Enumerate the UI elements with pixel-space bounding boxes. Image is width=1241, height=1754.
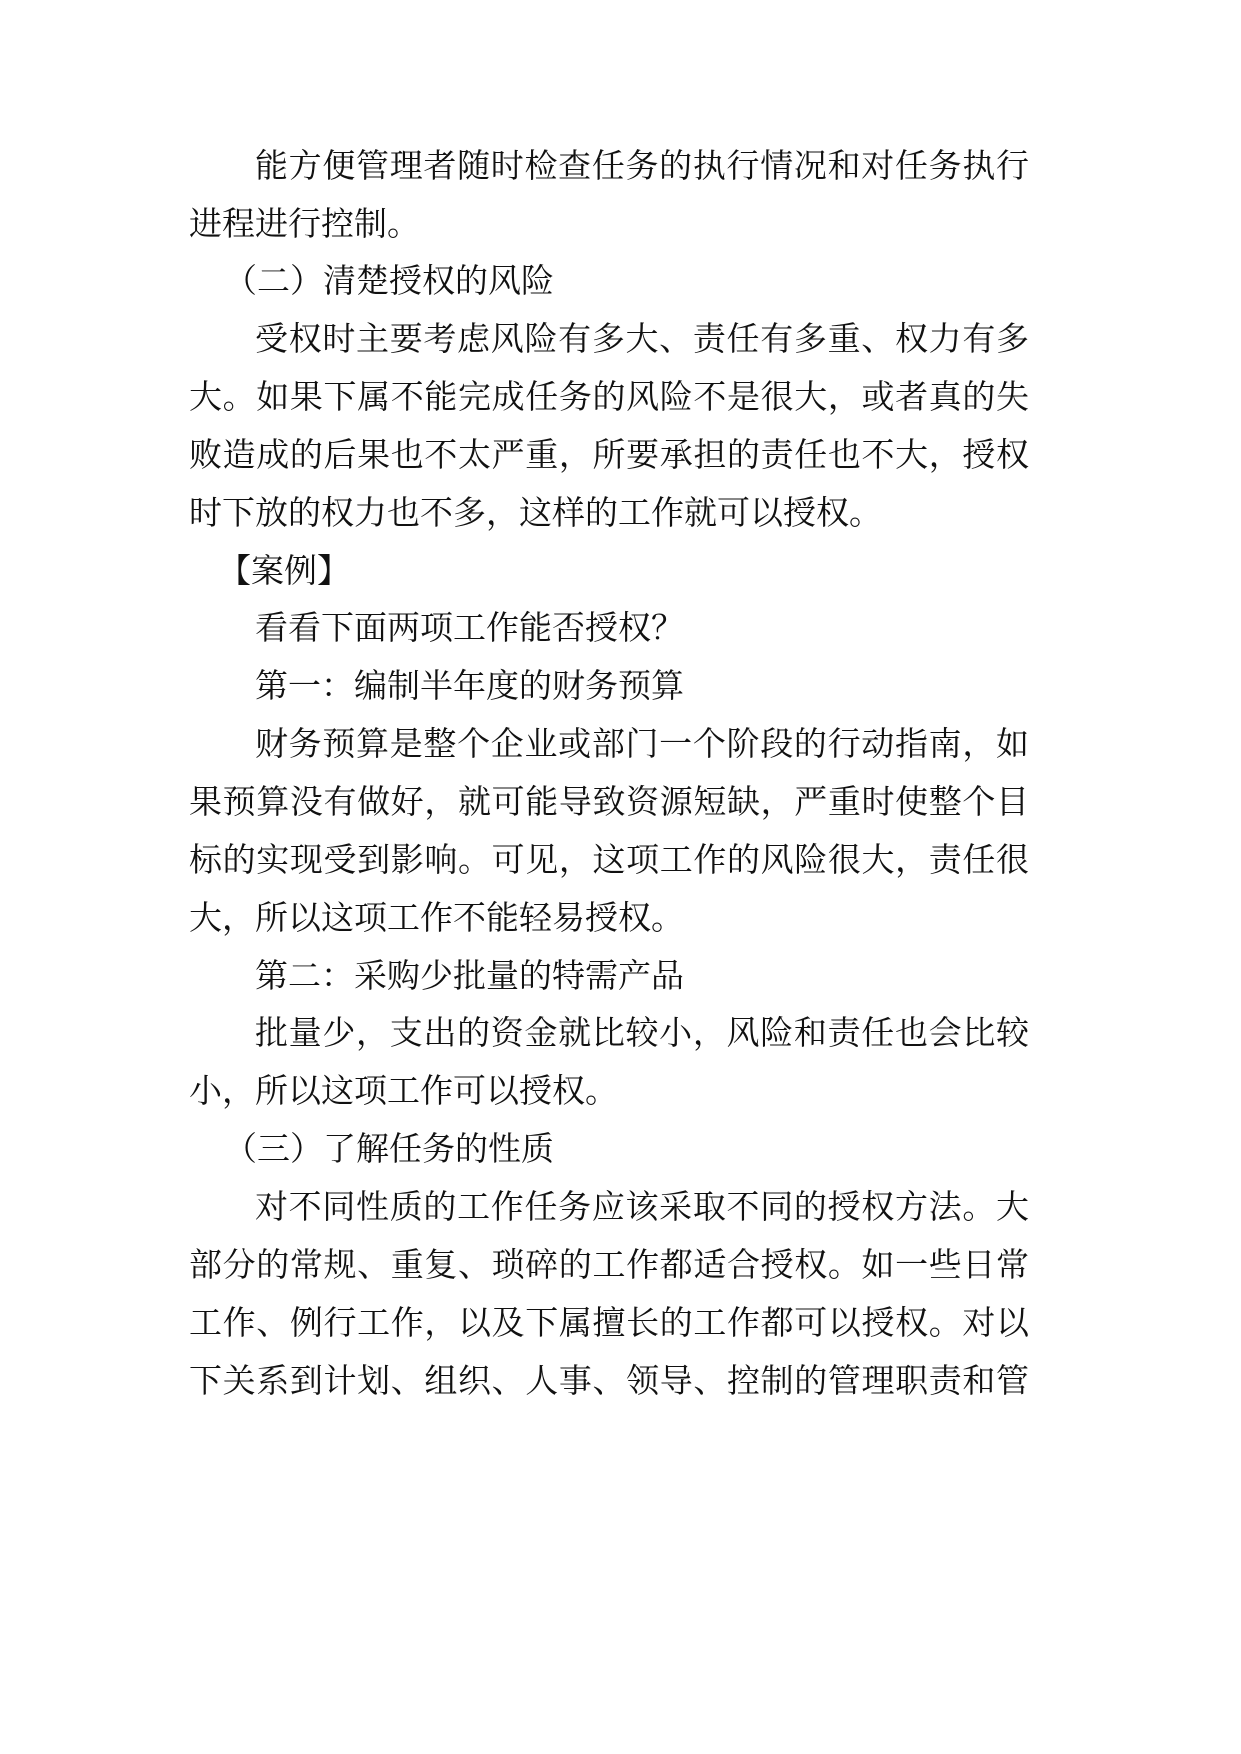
paragraph-line: 时下放的权力也不多，这样的工作就可以授权。 xyxy=(189,493,882,532)
paragraph-line: 下关系到计划、组织、人事、领导、控制的管理职责和管 xyxy=(189,1361,1029,1400)
paragraph-line: 果预算没有做好，就可能导致资源短缺，严重时使整个目 xyxy=(189,782,1029,821)
paragraph-line: 大。如果下属不能完成任务的风险不是很大，或者真的失 xyxy=(189,377,1029,416)
paragraph-line: 小，所以这项工作可以授权。 xyxy=(189,1071,618,1110)
paragraph-line: 第一：编制半年度的财务预算 xyxy=(255,666,684,705)
paragraph-line: 看看下面两项工作能否授权？ xyxy=(255,608,684,647)
paragraph-line: 能方便管理者随时检查任务的执行情况和对任务执行 xyxy=(255,146,1029,185)
paragraph-line: 第二：采购少批量的特需产品 xyxy=(255,956,684,995)
paragraph-line: 工作、例行工作，以及下属擅长的工作都可以授权。对以 xyxy=(189,1303,1029,1342)
paragraph-line: 进程进行控制。 xyxy=(189,204,420,243)
paragraph-line: 对不同性质的工作任务应该采取不同的授权方法。大 xyxy=(255,1187,1029,1226)
paragraph-line: 批量少，支出的资金就比较小，风险和责任也会比较 xyxy=(255,1013,1029,1052)
paragraph-line: 败造成的后果也不太严重，所要承担的责任也不大，授权 xyxy=(189,435,1029,474)
paragraph-line: 标的实现受到影响。可见，这项工作的风险很大，责任很 xyxy=(189,840,1029,879)
paragraph-line: 部分的常规、重复、琐碎的工作都适合授权。如一些日常 xyxy=(189,1245,1029,1284)
section-heading: （三）了解任务的性质 xyxy=(224,1129,554,1168)
section-heading: （二）清楚授权的风险 xyxy=(224,261,554,300)
paragraph-line: 财务预算是整个企业或部门一个阶段的行动指南，如 xyxy=(255,724,1029,763)
paragraph-line: 受权时主要考虑风险有多大、责任有多重、权力有多 xyxy=(255,319,1029,358)
paragraph-line: 大，所以这项工作不能轻易授权。 xyxy=(189,898,684,937)
case-heading: 【案例】 xyxy=(218,551,350,590)
